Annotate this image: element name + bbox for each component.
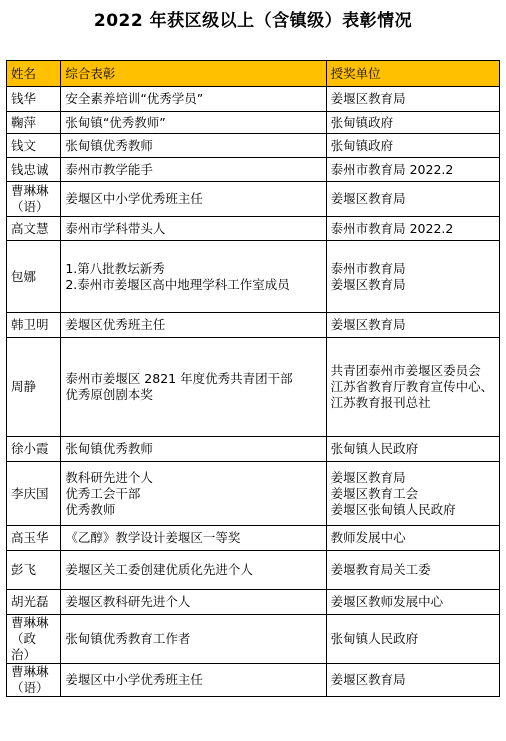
cell-award-line: 泰州市姜堰区 2821 年度优秀共青团干部 <box>65 371 293 386</box>
cell-unit <box>326 526 499 551</box>
cell-unit-line: 姜堰区教师发展中心 <box>330 594 444 609</box>
cell-award <box>61 313 326 338</box>
cell-unit <box>326 664 499 697</box>
cell-unit <box>326 112 499 134</box>
cell-name <box>7 615 61 664</box>
cell-award <box>61 112 326 134</box>
table-row <box>7 437 500 462</box>
cell-unit <box>326 241 499 313</box>
table-row <box>7 217 500 241</box>
cell-award <box>61 217 326 241</box>
cell-award-line: 泰州市教学能手 <box>65 161 153 177</box>
table-row <box>7 241 500 313</box>
cell-name <box>7 87 61 112</box>
cell-name-line: 李庆国 <box>11 485 49 501</box>
cell-unit-line: 张甸镇政府 <box>330 114 394 130</box>
cell-unit <box>326 134 499 158</box>
cell-name-line: 徐小霞 <box>11 441 49 456</box>
cell-unit-line: 姜堰区教育局 <box>330 672 406 687</box>
cell-name <box>7 182 61 217</box>
cell-unit-line: 张甸镇政府 <box>330 137 394 153</box>
cell-unit-line: 泰州市教育局 2022.2 <box>330 161 454 177</box>
cell-award-line: 姜堰区中小学优秀班主任 <box>65 672 203 687</box>
cell-unit-line: 姜堰区教育局 <box>330 317 406 332</box>
cell-name-line: 高文慧 <box>11 220 49 236</box>
table-row <box>7 615 500 664</box>
cell-award <box>61 241 326 313</box>
cell-award <box>61 590 326 615</box>
cell-name-line: 曹琳琳 <box>11 664 49 679</box>
cell-unit <box>326 551 499 590</box>
cell-unit-line: 共青团泰州市姜堰区委员会 <box>330 363 481 378</box>
header-award: 综合表彰 <box>61 61 326 87</box>
cell-name <box>7 134 61 158</box>
awards-table <box>6 60 500 697</box>
table-row <box>7 87 500 112</box>
cell-unit <box>326 338 499 437</box>
cell-name-line: 治） <box>11 647 37 662</box>
cell-name <box>7 664 61 697</box>
cell-award <box>61 182 326 217</box>
table-row <box>7 313 500 338</box>
cell-award-line: 张甸镇优秀教师 <box>65 441 153 456</box>
header-name: 姓名 <box>7 61 61 87</box>
cell-award-line: 张甸镇“优秀教师” <box>65 114 166 130</box>
cell-award-line: 安全素养培训“优秀学员” <box>65 91 204 106</box>
cell-unit-line: 泰州市教育局 2022.2 <box>330 220 454 236</box>
page-title: 2022 年获区级以上（含镇级）表彰情况 <box>93 11 413 31</box>
cell-name <box>7 526 61 551</box>
cell-name <box>7 462 61 526</box>
cell-name <box>7 112 61 134</box>
cell-name-line: 包娜 <box>11 268 37 284</box>
cell-unit-line: 泰州市教育局 <box>330 260 406 276</box>
cell-unit <box>326 217 499 241</box>
table-row <box>7 462 500 526</box>
cell-unit <box>326 182 499 217</box>
cell-award-line: 优秀原创剧本奖 <box>65 387 153 402</box>
cell-award-line: 张甸镇优秀教师 <box>65 137 153 153</box>
table-body <box>7 87 500 697</box>
table-row <box>7 134 500 158</box>
cell-award-line: 姜堰区中小学优秀班主任 <box>65 191 203 206</box>
cell-award <box>61 134 326 158</box>
cell-unit-line: 张甸镇人民政府 <box>330 631 419 646</box>
table-row <box>7 526 500 551</box>
cell-unit <box>326 87 499 112</box>
cell-award-line: 姜堰区关工委创建优质化先进个人 <box>65 562 253 577</box>
cell-award-line: 张甸镇优秀教育工作者 <box>65 631 191 646</box>
cell-name-line: （语） <box>11 199 49 214</box>
cell-award <box>61 526 326 551</box>
table-row <box>7 158 500 182</box>
cell-name-line: 胡光磊 <box>11 594 49 609</box>
cell-award <box>61 551 326 590</box>
header-unit: 授奖单位 <box>326 61 499 87</box>
cell-award <box>61 87 326 112</box>
cell-unit-line: 姜堰区教育局 <box>330 469 406 485</box>
cell-award <box>61 615 326 664</box>
table-row <box>7 664 500 697</box>
cell-unit <box>326 158 499 182</box>
cell-award <box>61 338 326 437</box>
cell-name-line: 钱文 <box>11 137 37 153</box>
cell-name-line: 彭飞 <box>11 562 37 577</box>
cell-award-line: 姜堰区教科研先进个人 <box>65 594 191 609</box>
cell-award-line: 泰州市学科带头人 <box>65 220 166 236</box>
cell-unit-line: 张甸镇人民政府 <box>330 441 419 456</box>
cell-name-line: 韩卫明 <box>11 317 49 332</box>
cell-unit <box>326 462 499 526</box>
cell-name-line: （政 <box>11 631 37 646</box>
cell-name-line: 高玉华 <box>11 530 49 545</box>
cell-award <box>61 437 326 462</box>
cell-name-line: 鞠萍 <box>11 114 37 130</box>
cell-award <box>61 664 326 697</box>
cell-unit-line: 姜堰区张甸镇人民政府 <box>330 501 456 517</box>
cell-unit <box>326 615 499 664</box>
cell-unit-line: 教师发展中心 <box>330 530 406 545</box>
cell-unit-line: 姜堰教育局关工委 <box>330 562 431 577</box>
cell-name <box>7 241 61 313</box>
cell-unit <box>326 437 499 462</box>
table-row <box>7 112 500 134</box>
cell-name <box>7 338 61 437</box>
cell-name-line: 曹琳琳 <box>11 615 49 630</box>
cell-name-line: （语） <box>11 680 49 695</box>
cell-award <box>61 158 326 182</box>
cell-name-line: 周静 <box>11 379 37 394</box>
cell-name-line: 钱华 <box>11 91 37 106</box>
cell-award <box>61 462 326 526</box>
table-header-row <box>7 61 500 87</box>
table-row <box>7 590 500 615</box>
cell-unit-line: 姜堰区教育局 <box>330 276 406 292</box>
table-row <box>7 338 500 437</box>
cell-award-line: 优秀工会干部 <box>65 485 141 501</box>
cell-award-line: 教科研先进个人 <box>65 469 153 485</box>
cell-unit-line: 姜堰区教育局 <box>330 91 406 106</box>
cell-name-line: 钱忠诚 <box>11 161 49 177</box>
cell-unit-line: 江苏省教育厅教育宣传中心、江苏教育报刊总社 <box>330 379 494 410</box>
cell-name <box>7 551 61 590</box>
cell-name <box>7 437 61 462</box>
cell-award-line: 1.第八批教坛新秀 <box>65 260 165 276</box>
cell-unit-line: 姜堰区教育工会 <box>330 485 419 501</box>
table-row <box>7 182 500 217</box>
cell-unit-line: 姜堰区教育局 <box>330 191 406 206</box>
cell-unit <box>326 313 499 338</box>
cell-name <box>7 313 61 338</box>
cell-name <box>7 158 61 182</box>
cell-award-line: 《乙醇》教学设计姜堰区一等奖 <box>65 530 241 545</box>
table-row <box>7 551 500 590</box>
cell-award-line: 2.泰州市姜堰区高中地理学科工作室成员 <box>65 276 290 292</box>
cell-award-line: 优秀教师 <box>65 501 116 517</box>
cell-unit <box>326 590 499 615</box>
cell-award-line: 姜堰区优秀班主任 <box>65 317 166 332</box>
cell-name <box>7 590 61 615</box>
cell-name-line: 曹琳琳 <box>11 183 49 198</box>
cell-name <box>7 217 61 241</box>
